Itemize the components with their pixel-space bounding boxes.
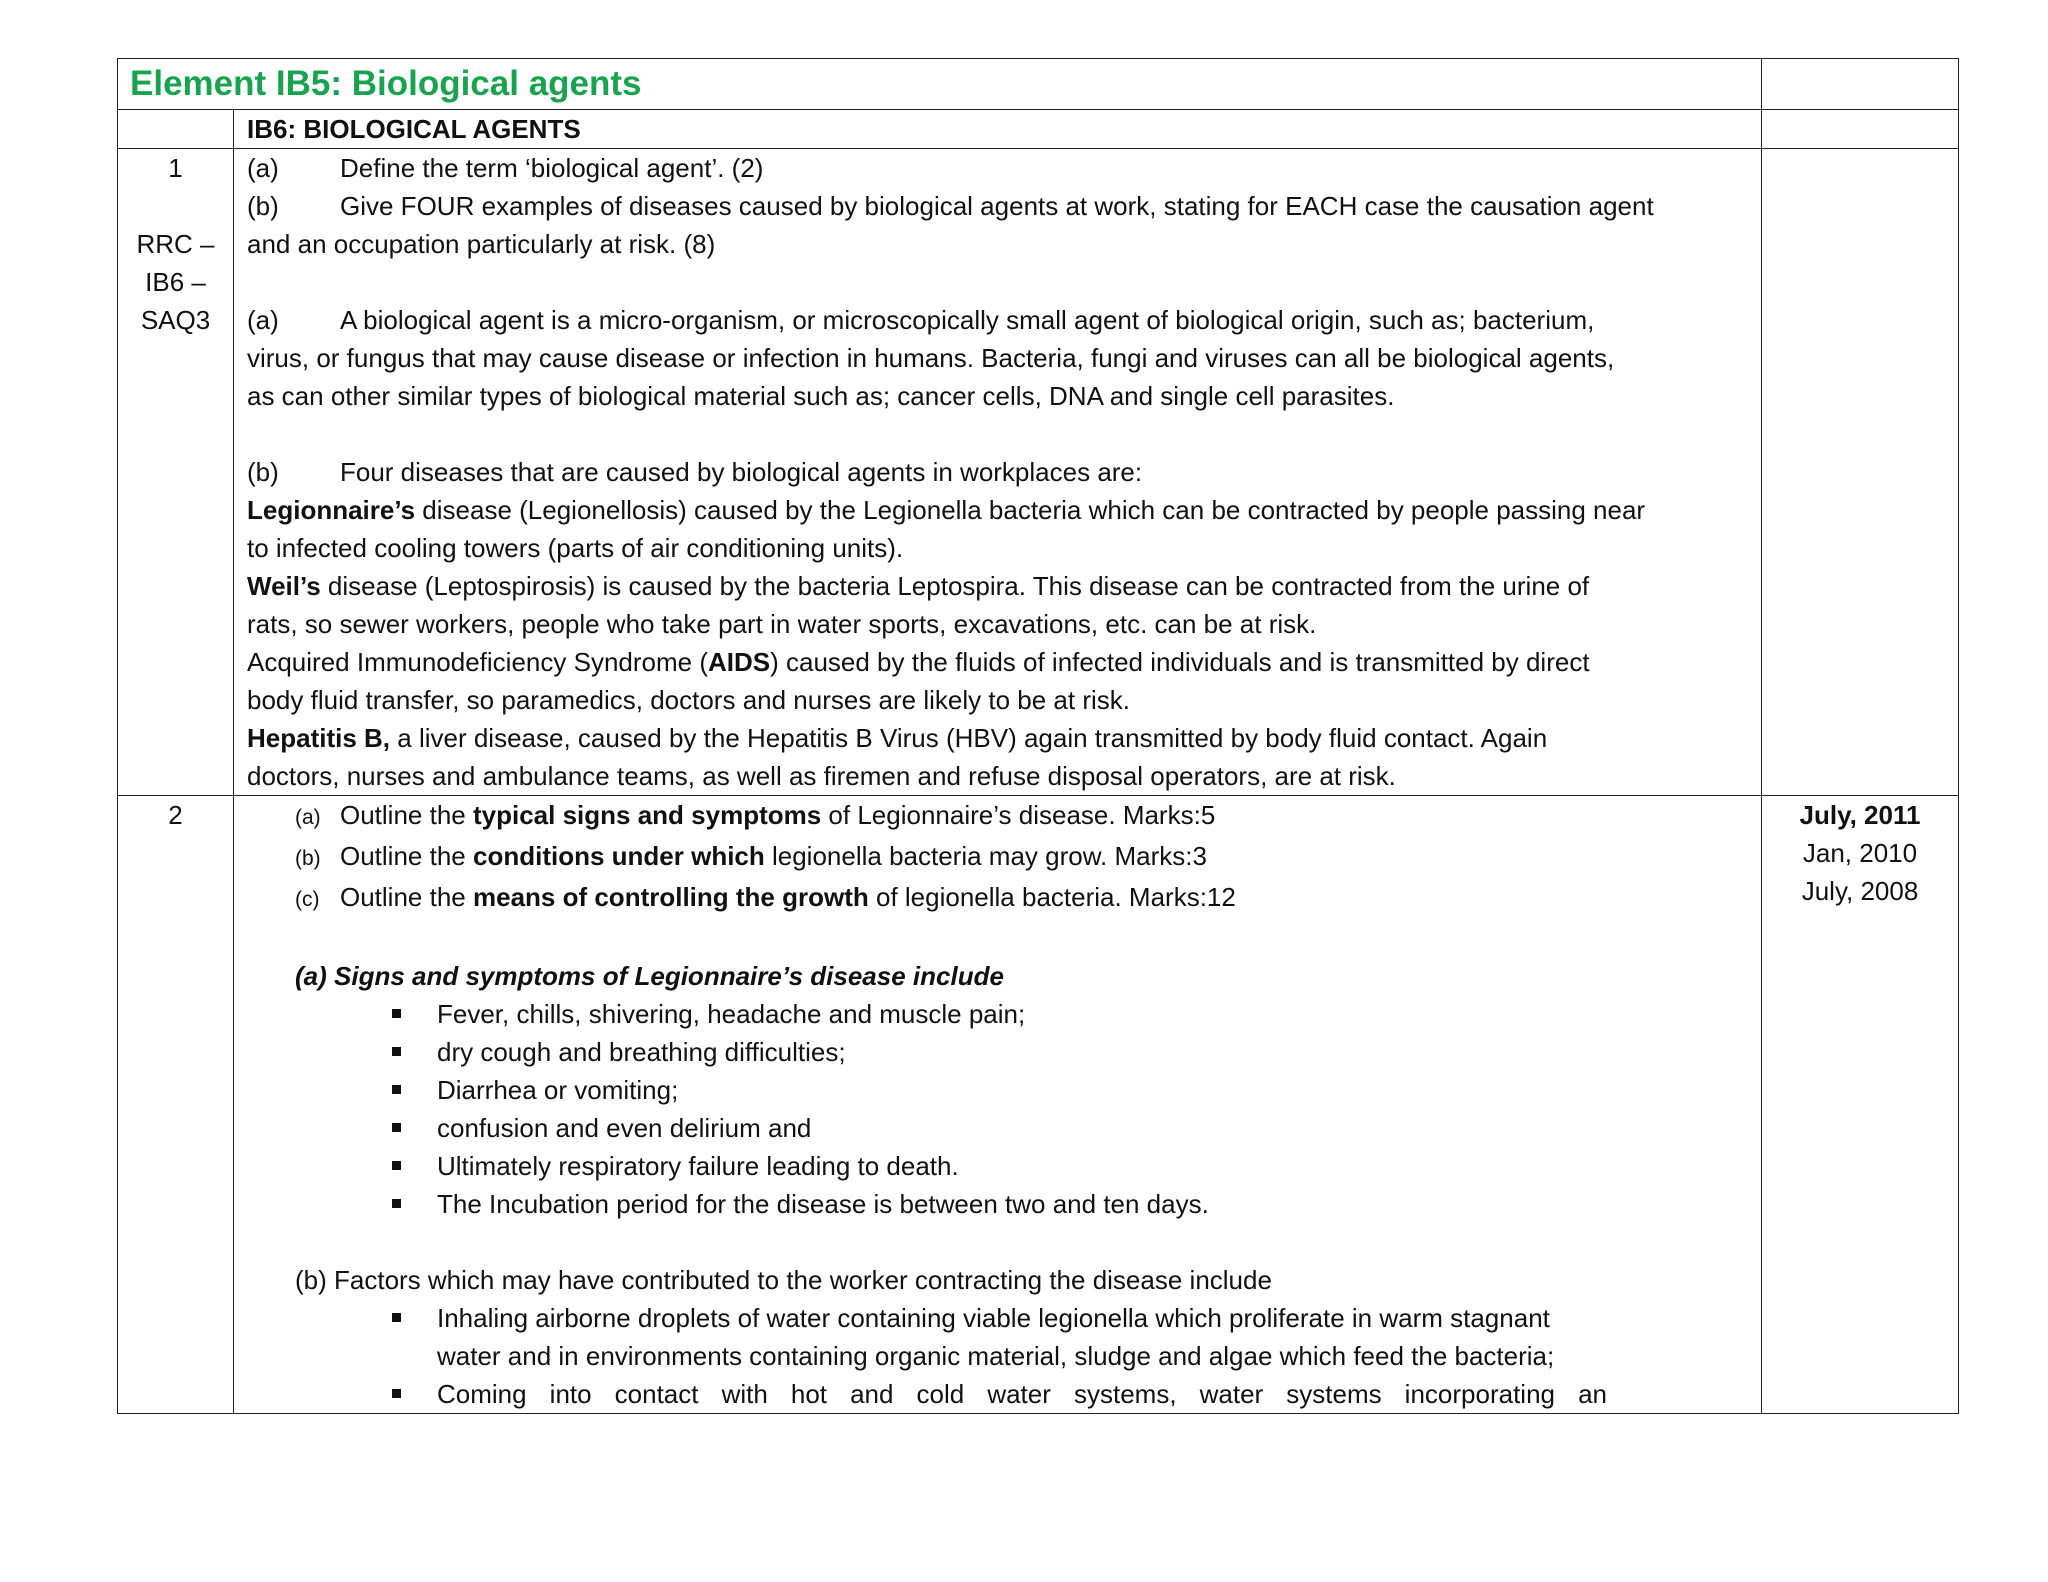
list-item — [392, 1147, 1755, 1185]
spacer — [247, 1223, 1755, 1261]
exam-date: July, 2008 — [1801, 876, 1919, 906]
exam-dates-cell — [1762, 796, 1959, 1414]
disease-name: Weil’s — [247, 571, 321, 601]
list-item-text: dry cough and breathing difficulties; — [437, 1037, 846, 1067]
disease-name: AIDS — [707, 647, 771, 677]
disease-text: disease (Legionellosis) caused by the Legionella bacteria which can be contracted by people passing near — [415, 495, 1646, 525]
bullet-square-icon — [392, 1009, 401, 1018]
subheading-side-cell — [1762, 110, 1959, 149]
item-label: (b) — [247, 191, 279, 221]
question-body — [234, 796, 1762, 1414]
list-item-text: Inhaling airborne droplets of water containing viable legionella which proliferate in warm stagnant — [437, 1303, 1550, 1333]
bullet-square-icon — [392, 1313, 401, 1322]
factors-list — [247, 1299, 1755, 1413]
bullet-square-icon — [392, 1085, 401, 1094]
question-emphasis: conditions under which — [472, 841, 765, 871]
disease-name: Legionnaire’s — [247, 495, 416, 525]
disease-weils — [247, 567, 1755, 605]
bullet-square-icon — [392, 1199, 401, 1208]
question-a — [247, 149, 1755, 187]
reference-line: RRC – — [136, 229, 215, 259]
list-item-text: Diarrhea or vomiting; — [437, 1075, 679, 1105]
disease-text: ) caused by the fluids of infected individuals and is transmitted by direct — [770, 647, 1590, 677]
answer-text: virus, or fungus that may cause disease or infection in humans. Bacteria, fungi and viruses can all be biological agents, — [247, 343, 1615, 373]
disease-aids — [247, 643, 1755, 681]
list-item-text: Ultimately respiratory failure leading to death. — [437, 1151, 959, 1181]
question-reference — [118, 225, 233, 339]
subheading-row — [118, 110, 1959, 149]
exam-dates-cell — [1762, 149, 1959, 796]
reference-line: SAQ3 — [140, 305, 211, 335]
bullet-square-icon — [392, 1123, 401, 1132]
bullet-square-icon — [392, 1389, 401, 1398]
question-text: and an occupation particularly at risk. (8) — [247, 229, 716, 259]
disease-hepatitis-b — [247, 719, 1755, 757]
question-part — [247, 796, 1755, 837]
title-row — [118, 59, 1959, 110]
disease-text: disease (Leptospirosis) is caused by the bacteria Leptospira. This disease can be contracted from the urine of — [320, 571, 1590, 601]
answer-section-heading: (a) Signs and symptoms of Legionnaire’s disease include — [295, 961, 1004, 991]
item-label: (b) — [295, 847, 321, 870]
answer-b — [247, 453, 1755, 491]
disease-text: doctors, nurses and ambulance teams, as well as firemen and refuse disposal operators, are at risk. — [247, 761, 1396, 791]
question-b — [247, 187, 1755, 225]
exam-date: Jan, 2010 — [1802, 838, 1918, 868]
answer-text: as can other similar types of biological material such as; cancer cells, DNA and single cell parasites. — [247, 381, 1395, 411]
question-number: 2 — [168, 800, 183, 830]
disease-text: Acquired Immunodeficiency Syndrome ( — [247, 647, 708, 677]
question-part — [247, 837, 1755, 878]
disease-legionnaires — [247, 491, 1755, 529]
disease-text: to infected cooling towers (parts of air conditioning units). — [247, 533, 904, 563]
item-label: (a) — [247, 153, 279, 183]
item-label: (b) — [247, 457, 279, 487]
list-item — [392, 1185, 1755, 1223]
disease-text: body fluid transfer, so paramedics, doctors and nurses are likely to be at risk. — [247, 685, 1130, 715]
item-label: (a) — [295, 806, 321, 829]
question-number-cell — [118, 149, 234, 796]
spacer — [247, 919, 1755, 957]
bullet-square-icon — [392, 1047, 401, 1056]
list-item — [392, 1375, 1755, 1413]
list-item-text: water and in environments containing organic material, sludge and algae which feed the bacteria; — [437, 1341, 1555, 1371]
list-item-text: Fever, chills, shivering, headache and muscle pain; — [437, 999, 1026, 1029]
spacer — [247, 263, 1755, 301]
disease-name: Hepatitis B, — [247, 723, 391, 753]
subheading-number-cell — [118, 110, 234, 149]
question-text: Outline the — [340, 800, 473, 830]
list-item — [392, 1299, 1755, 1375]
disease-text: a liver disease, caused by the Hepatitis B Virus (HBV) again transmitted by body fluid contact. Again — [390, 723, 1548, 753]
item-label: (a) — [247, 305, 279, 335]
list-item-text: confusion and even delirium and — [437, 1113, 812, 1143]
question-text: of legionella bacteria. Marks:12 — [868, 882, 1236, 912]
exam-date: July, 2011 — [1799, 800, 1921, 830]
subheading-cell — [234, 110, 1762, 149]
question-text: Give FOUR examples of diseases caused by biological agents at work, stating for EACH case the causation agent — [340, 191, 1654, 221]
page-title: Element IB5: Biological agents — [130, 64, 642, 103]
spacer — [247, 415, 1755, 453]
answer-section-heading: (b) Factors which may have contributed to the worker contracting the disease include — [295, 1265, 1272, 1295]
section-subheading: IB6: BIOLOGICAL AGENTS — [247, 114, 581, 144]
list-item-text: The Incubation period for the disease is between two and ten days. — [437, 1189, 1209, 1219]
question-part — [247, 878, 1755, 919]
bullet-square-icon — [392, 1161, 401, 1170]
title-side-cell — [1762, 59, 1959, 110]
item-label: (c) — [295, 888, 320, 911]
answer-a — [247, 301, 1755, 339]
question-table — [117, 58, 1959, 1414]
list-item — [392, 1109, 1755, 1147]
list-item — [392, 1071, 1755, 1109]
reference-line: IB6 – — [145, 267, 206, 297]
question-text: Outline the — [340, 841, 473, 871]
title-cell — [118, 59, 1762, 110]
question-text: legionella bacteria may grow. Marks:3 — [764, 841, 1207, 871]
list-item — [392, 1033, 1755, 1071]
list-item-text: Coming into contact with hot and cold water systems, water systems incorporating an — [437, 1379, 1607, 1409]
question-number-cell — [118, 796, 234, 1414]
question-body — [234, 149, 1762, 796]
question-number: 1 — [168, 153, 183, 183]
symptoms-list — [247, 995, 1755, 1223]
list-item — [392, 995, 1755, 1033]
answer-text: Four diseases that are caused by biological agents in workplaces are: — [340, 457, 1143, 487]
question-row-1 — [118, 149, 1959, 796]
disease-text: rats, so sewer workers, people who take part in water sports, excavations, etc. can be at risk. — [247, 609, 1317, 639]
question-text: Define the term ‘biological agent’. (2) — [340, 153, 764, 183]
question-row-2 — [118, 796, 1959, 1414]
question-emphasis: means of controlling the growth — [472, 882, 869, 912]
question-text: Outline the — [340, 882, 473, 912]
answer-text: A biological agent is a micro-organism, or microscopically small agent of biological origin, such as; bacterium, — [340, 305, 1595, 335]
question-emphasis: typical signs and symptoms — [472, 800, 822, 830]
question-text: of Legionnaire’s disease. Marks:5 — [821, 800, 1216, 830]
